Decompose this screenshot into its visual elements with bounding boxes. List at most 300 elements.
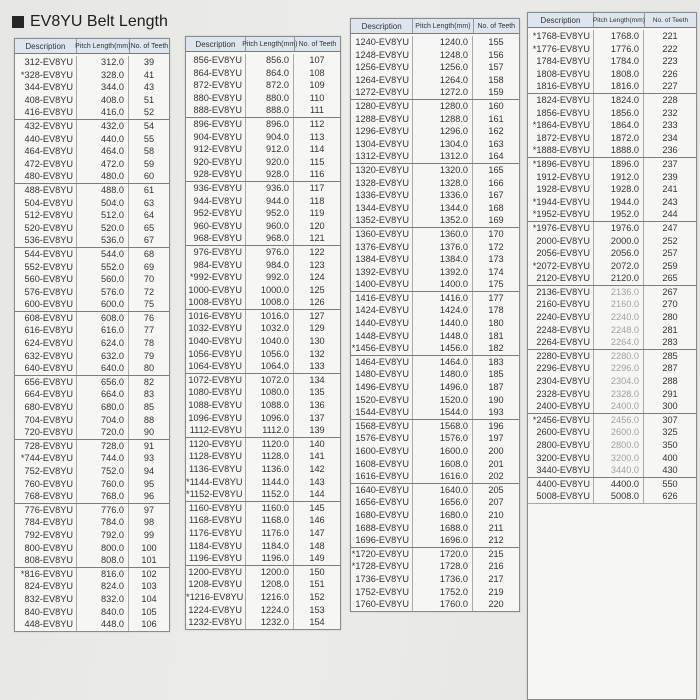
belt-description: 1072-EV8YU — [186, 374, 246, 387]
pitch-length: 512.0 — [77, 209, 129, 222]
belt-description: 1928-EV8YU — [528, 183, 594, 196]
table-row — [528, 285, 696, 299]
pitch-length: 752.0 — [77, 465, 129, 478]
pitch-length: 680.0 — [77, 401, 129, 414]
belt-description: 536-EV8YU — [15, 234, 77, 247]
teeth-count: 94 — [143, 466, 155, 476]
teeth-count: 247 — [662, 222, 678, 233]
pitch-length: 1816.0 — [594, 80, 644, 93]
pitch-length: 1296.0 — [413, 125, 473, 138]
teeth-count: 267 — [662, 286, 678, 297]
table-row — [351, 458, 519, 471]
table-row — [15, 503, 169, 517]
pitch-length: 504.0 — [77, 197, 129, 210]
belt-description: 1808-EV8YU — [528, 68, 594, 81]
header-pitch: Pitch Length(mm) — [413, 19, 473, 33]
pitch-length: 1752.0 — [413, 586, 473, 599]
teeth-count: 100 — [141, 542, 157, 553]
belt-description: 1128-EV8YU — [186, 450, 246, 463]
belt-description: 768-EV8YU — [15, 490, 77, 503]
table-header — [186, 37, 340, 52]
table-row — [528, 68, 696, 81]
table-row — [351, 241, 519, 254]
belt-description: 1568-EV8YU — [351, 420, 413, 433]
belt-description: 776-EV8YU — [15, 504, 77, 517]
pitch-length: 1280.0 — [413, 100, 473, 113]
header-description: Description — [528, 13, 594, 27]
table-row — [186, 156, 340, 169]
belt-description: *1720-EV8YU — [351, 548, 413, 561]
teeth-count: 211 — [488, 522, 504, 533]
belt-description: 1312-EV8YU — [351, 150, 413, 163]
pitch-length: 616.0 — [77, 324, 129, 337]
teeth-count: 180 — [488, 318, 504, 329]
table-row — [528, 349, 696, 363]
belt-description: 1248-EV8YU — [351, 49, 413, 62]
belt-description: 2328-EV8YU — [528, 388, 594, 401]
pitch-length: 1680.0 — [413, 509, 473, 522]
table-row — [186, 245, 340, 259]
pitch-length: 1952.0 — [594, 208, 644, 221]
pitch-length: 1016.0 — [246, 310, 294, 323]
pitch-length: 904.0 — [246, 131, 294, 144]
belt-description: 1256-EV8YU — [351, 61, 413, 74]
table-row — [528, 336, 696, 349]
pitch-length: 1144.0 — [246, 476, 294, 489]
teeth-count: 69 — [143, 261, 155, 272]
belt-description: 5008-EV8YU — [528, 490, 594, 503]
table-row — [15, 56, 169, 69]
pitch-length: 2400.0 — [594, 400, 644, 413]
pitch-length: 2264.0 — [594, 336, 644, 349]
belt-description: 512-EV8YU — [15, 209, 77, 222]
belt-description: 864-EV8YU — [186, 67, 246, 80]
teeth-count: 232 — [662, 107, 678, 118]
belt-description: 1272-EV8YU — [351, 86, 413, 99]
teeth-count: 135 — [309, 387, 325, 398]
teeth-count: 177 — [488, 292, 504, 303]
table-row — [15, 337, 169, 350]
belt-description: 2000-EV8YU — [528, 235, 594, 248]
pitch-length: 1232.0 — [246, 616, 294, 629]
teeth-count: 130 — [309, 336, 325, 347]
teeth-count: 215 — [488, 548, 504, 559]
pitch-length: 968.0 — [246, 232, 294, 245]
pitch-length: 1032.0 — [246, 322, 294, 335]
table-row — [528, 362, 696, 375]
pitch-length: 840.0 — [77, 606, 129, 619]
teeth-count: 164 — [488, 151, 504, 162]
pitch-length: 1912.0 — [594, 171, 644, 184]
teeth-count: 300 — [662, 401, 678, 412]
pitch-length: 2072.0 — [594, 260, 644, 273]
belt-description: 2056-EV8YU — [528, 247, 594, 260]
belt-description: 1760-EV8YU — [351, 598, 413, 611]
table-row — [528, 375, 696, 388]
teeth-count: 143 — [309, 476, 325, 487]
table-row — [15, 197, 169, 210]
teeth-count: 117 — [309, 182, 325, 193]
pitch-length: 920.0 — [246, 156, 294, 169]
table-row — [15, 158, 169, 171]
teeth-count: 129 — [309, 323, 325, 334]
teeth-count: 169 — [488, 215, 504, 226]
pitch-length: 1480.0 — [413, 368, 473, 381]
table-row — [15, 593, 169, 606]
pitch-length: 720.0 — [77, 426, 129, 439]
belt-description: 2120-EV8YU — [528, 272, 594, 285]
pitch-length: 1656.0 — [413, 496, 473, 509]
belt-description: 928-EV8YU — [186, 168, 246, 181]
pitch-length: 1264.0 — [413, 74, 473, 87]
pitch-length: 1128.0 — [246, 450, 294, 463]
teeth-count: 96 — [143, 491, 155, 502]
teeth-count: 108 — [309, 67, 325, 78]
belt-description: 432-EV8YU — [15, 120, 77, 133]
belt-description: 1168-EV8YU — [186, 514, 246, 527]
belt-description: 1680-EV8YU — [351, 509, 413, 522]
teeth-count: 307 — [662, 414, 678, 425]
table-row — [528, 311, 696, 324]
belt-description: 1000-EV8YU — [186, 284, 246, 297]
teeth-count: 39 — [143, 57, 155, 67]
pitch-length: 880.0 — [246, 92, 294, 105]
table-row — [186, 259, 340, 272]
teeth-count: 174 — [488, 266, 504, 277]
pitch-length: 1320.0 — [413, 164, 473, 177]
belt-description: 840-EV8YU — [15, 606, 77, 619]
belt-description: 1208-EV8YU — [186, 578, 246, 591]
teeth-count: 161 — [488, 113, 504, 124]
belt-description: *1896-EV8YU — [528, 158, 594, 171]
belt-description: 888-EV8YU — [186, 104, 246, 117]
belt-description: 1224-EV8YU — [186, 604, 246, 617]
teeth-count: 219 — [488, 586, 504, 597]
pitch-length: 1248.0 — [413, 49, 473, 62]
pitch-length: 1424.0 — [413, 304, 473, 317]
pitch-length: 1544.0 — [413, 406, 473, 419]
pitch-length: 1864.0 — [594, 119, 644, 132]
pitch-length: 608.0 — [77, 312, 129, 325]
pitch-length: 936.0 — [246, 182, 294, 195]
table-row — [15, 580, 169, 593]
pitch-length: 2160.0 — [594, 298, 644, 311]
belt-description: 1696-EV8YU — [351, 534, 413, 547]
teeth-count: 167 — [488, 190, 504, 201]
pitch-length: 976.0 — [246, 246, 294, 259]
table-row — [186, 604, 340, 617]
pitch-length: 1200.0 — [246, 566, 294, 579]
table-row — [528, 477, 696, 491]
belt-description: 1464-EV8YU — [351, 356, 413, 369]
table-row — [15, 606, 169, 619]
table-row — [528, 439, 696, 452]
table-row — [351, 317, 519, 330]
teeth-count: 43 — [143, 82, 155, 93]
teeth-count: 151 — [309, 579, 325, 590]
teeth-count: 226 — [662, 68, 678, 79]
header-description: Description — [15, 39, 77, 53]
table-row — [186, 284, 340, 297]
header-teeth: No. of Teeth — [130, 42, 169, 50]
pitch-length: 1384.0 — [413, 253, 473, 266]
belt-description: *1152-EV8YU — [186, 488, 246, 501]
pitch-length: 416.0 — [77, 106, 129, 119]
table-row — [15, 286, 169, 299]
belt-description: 1520-EV8YU — [351, 394, 413, 407]
teeth-count: 207 — [488, 497, 504, 508]
table-row — [528, 196, 696, 209]
pitch-length: 472.0 — [77, 158, 129, 171]
teeth-count: 148 — [309, 540, 325, 551]
belt-description: 312-EV8YU — [15, 56, 77, 69]
belt-description: 1688-EV8YU — [351, 522, 413, 535]
teeth-count: 291 — [662, 388, 678, 399]
belt-description: 1008-EV8YU — [186, 296, 246, 309]
pitch-length: 2056.0 — [594, 247, 644, 260]
table-row — [528, 107, 696, 120]
belt-description: 832-EV8YU — [15, 593, 77, 606]
table-row — [15, 465, 169, 478]
table-row — [15, 439, 169, 453]
table-row — [186, 195, 340, 208]
table-row — [528, 464, 696, 477]
teeth-count: 85 — [143, 402, 155, 413]
teeth-count: 119 — [309, 208, 325, 219]
pitch-length: 1496.0 — [413, 381, 473, 394]
teeth-count: 212 — [488, 535, 504, 546]
pitch-length: 1184.0 — [246, 540, 294, 553]
pitch-length: 1400.0 — [413, 278, 473, 291]
belt-description: 1784-EV8YU — [528, 55, 594, 68]
pitch-length: 728.0 — [77, 440, 129, 453]
teeth-count: 141 — [309, 451, 325, 462]
teeth-count: 166 — [488, 177, 504, 188]
table-row — [528, 55, 696, 68]
table-row — [15, 170, 169, 183]
teeth-count: 97 — [143, 504, 155, 515]
belt-description: 640-EV8YU — [15, 362, 77, 375]
table-row — [351, 138, 519, 151]
header-description: Description — [351, 19, 413, 33]
belt-table-3 — [350, 18, 520, 612]
table-row — [528, 93, 696, 107]
belt-description: *744-EV8YU — [15, 452, 77, 465]
teeth-count: 109 — [309, 80, 325, 91]
teeth-count: 283 — [662, 337, 678, 348]
table-row — [351, 278, 519, 291]
pitch-length: 1008.0 — [246, 296, 294, 309]
table-row — [15, 247, 169, 261]
pitch-length: 576.0 — [77, 286, 129, 299]
pitch-length: 344.0 — [77, 81, 129, 94]
pitch-length: 1728.0 — [413, 560, 473, 573]
pitch-length: 440.0 — [77, 133, 129, 146]
table-row — [186, 540, 340, 553]
pitch-length: 632.0 — [77, 350, 129, 363]
pitch-length: 1336.0 — [413, 189, 473, 202]
belt-description: 560-EV8YU — [15, 273, 77, 286]
teeth-count: 217 — [488, 573, 504, 584]
belt-description: 616-EV8YU — [15, 324, 77, 337]
pitch-length: 944.0 — [246, 195, 294, 208]
belt-description: 2136-EV8YU — [528, 286, 594, 299]
teeth-count: 233 — [662, 120, 678, 131]
belt-description: *2072-EV8YU — [528, 260, 594, 273]
teeth-count: 120 — [309, 220, 325, 231]
belt-description: 944-EV8YU — [186, 195, 246, 208]
teeth-count: 125 — [309, 284, 325, 295]
table-row — [15, 94, 169, 107]
pitch-length: 2240.0 — [594, 311, 644, 324]
teeth-count: 193 — [488, 407, 504, 418]
title-square-icon — [12, 16, 24, 28]
belt-description: 1320-EV8YU — [351, 164, 413, 177]
belt-table-4 — [527, 12, 697, 700]
table-row — [15, 542, 169, 555]
pitch-length: 864.0 — [246, 67, 294, 80]
pitch-length: 912.0 — [246, 143, 294, 156]
table-row — [186, 514, 340, 527]
belt-description: 1328-EV8YU — [351, 177, 413, 190]
belt-description: 728-EV8YU — [15, 440, 77, 453]
teeth-count: 205 — [488, 484, 504, 495]
belt-description: 1384-EV8YU — [351, 253, 413, 266]
teeth-count: 160 — [488, 100, 504, 111]
pitch-length: 1576.0 — [413, 432, 473, 445]
belt-description: *1776-EV8YU — [528, 43, 594, 56]
teeth-count: 216 — [488, 561, 504, 572]
table-row — [186, 143, 340, 156]
table-row — [186, 360, 340, 373]
belt-description: 416-EV8YU — [15, 106, 77, 119]
pitch-length: 1176.0 — [246, 527, 294, 540]
table-row — [351, 496, 519, 509]
table-row — [528, 426, 696, 439]
pitch-length: 488.0 — [77, 184, 129, 197]
pitch-length: 2136.0 — [594, 286, 644, 299]
pitch-length: 3440.0 — [594, 464, 644, 477]
table-row — [351, 61, 519, 74]
table-row — [351, 214, 519, 227]
table-row — [186, 463, 340, 476]
teeth-count: 237 — [662, 158, 678, 169]
pitch-length: 1304.0 — [413, 138, 473, 151]
belt-description: 960-EV8YU — [186, 220, 246, 233]
teeth-count: 41 — [143, 69, 155, 80]
teeth-count: 257 — [662, 248, 678, 259]
belt-description: 1544-EV8YU — [351, 406, 413, 419]
belt-description: 1640-EV8YU — [351, 484, 413, 497]
pitch-length: 1080.0 — [246, 386, 294, 399]
pitch-length: 1688.0 — [413, 522, 473, 535]
table-row — [15, 298, 169, 311]
belt-description: 2296-EV8YU — [528, 362, 594, 375]
belt-description: *1216-EV8YU — [186, 591, 246, 604]
teeth-count: 147 — [309, 527, 325, 538]
belt-description: 2280-EV8YU — [528, 350, 594, 363]
table-row — [528, 298, 696, 311]
pitch-length: 808.0 — [77, 554, 129, 567]
pitch-length: 1808.0 — [594, 68, 644, 81]
teeth-count: 54 — [143, 120, 155, 131]
table-row — [351, 163, 519, 177]
teeth-count: 132 — [309, 348, 325, 359]
teeth-count: 111 — [310, 105, 324, 116]
pitch-length: 5008.0 — [594, 490, 644, 503]
pitch-length: 3200.0 — [594, 452, 644, 465]
pitch-length: 1216.0 — [246, 591, 294, 604]
teeth-count: 72 — [143, 286, 155, 297]
teeth-count: 99 — [143, 529, 155, 540]
belt-description: 1400-EV8YU — [351, 278, 413, 291]
table-row — [351, 573, 519, 586]
pitch-length: 1440.0 — [413, 317, 473, 330]
table-row — [528, 221, 696, 235]
pitch-length: 1944.0 — [594, 196, 644, 209]
table-row — [351, 368, 519, 381]
pitch-length: 1888.0 — [594, 144, 644, 157]
pitch-length: 1312.0 — [413, 150, 473, 163]
pitch-length: 2000.0 — [594, 235, 644, 248]
pitch-length: 1088.0 — [246, 399, 294, 412]
teeth-count: 76 — [143, 312, 155, 323]
pitch-length: 768.0 — [77, 490, 129, 503]
table-row — [351, 586, 519, 599]
table-row — [15, 478, 169, 491]
pitch-length: 1616.0 — [413, 470, 473, 483]
table-row — [186, 92, 340, 105]
pitch-length: 856.0 — [246, 54, 294, 67]
belt-description: 1752-EV8YU — [351, 586, 413, 599]
pitch-length: 2120.0 — [594, 272, 644, 285]
teeth-count: 241 — [662, 184, 678, 195]
belt-description: 968-EV8YU — [186, 232, 246, 245]
pitch-length: 1392.0 — [413, 266, 473, 279]
table-row — [15, 81, 169, 94]
teeth-count: 107 — [309, 55, 325, 65]
belt-description: 1496-EV8YU — [351, 381, 413, 394]
header-pitch: Pitch Length(mm) — [594, 13, 645, 27]
belt-description: 936-EV8YU — [186, 182, 246, 195]
table-row — [186, 79, 340, 92]
belt-description: *816-EV8YU — [15, 568, 77, 581]
pitch-length: 1872.0 — [594, 132, 644, 145]
belt-description: 720-EV8YU — [15, 426, 77, 439]
table-row — [15, 145, 169, 158]
teeth-count: 78 — [143, 338, 155, 349]
teeth-count: 77 — [143, 325, 155, 336]
pitch-length: 1168.0 — [246, 514, 294, 527]
belt-description: 408-EV8YU — [15, 94, 77, 107]
belt-description: 632-EV8YU — [15, 350, 77, 363]
teeth-count: 175 — [488, 279, 504, 290]
teeth-count: 101 — [141, 555, 157, 566]
header-pitch: Pitch Length(mm) — [246, 37, 295, 51]
teeth-count: 154 — [309, 617, 325, 628]
teeth-count: 234 — [662, 132, 678, 143]
table-row — [351, 355, 519, 369]
table-row — [186, 54, 340, 67]
pitch-length: 2304.0 — [594, 375, 644, 388]
table-row — [186, 399, 340, 412]
belt-description: *1768-EV8YU — [528, 30, 594, 43]
table-row — [15, 209, 169, 222]
teeth-count: 134 — [309, 374, 325, 385]
teeth-count: 227 — [662, 81, 678, 92]
table-row — [186, 386, 340, 399]
belt-description: 1736-EV8YU — [351, 573, 413, 586]
